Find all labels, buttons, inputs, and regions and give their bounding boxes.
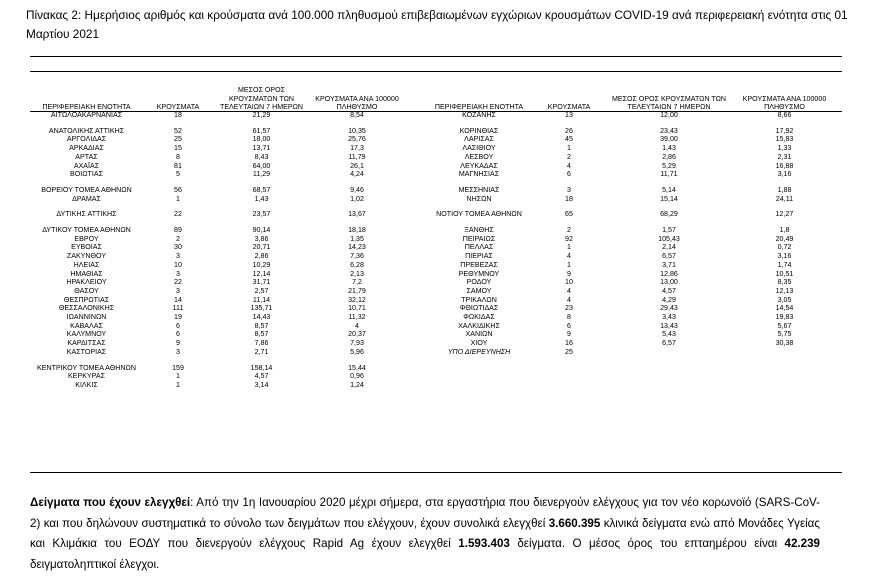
- right-region-cell: ΧΑΝΙΩΝ: [465, 330, 493, 339]
- left-cases-cell: 52: [174, 126, 182, 135]
- right-per100k-cell: 2,31: [777, 152, 792, 161]
- right-cases-cell: 3: [567, 185, 571, 194]
- left-cases-cell: 3: [176, 286, 180, 295]
- left-region-cell: ΑΧΑΪΑΣ: [73, 161, 100, 170]
- right-avg7-cell: 3,71: [662, 260, 676, 269]
- right-cases-cell: 25: [565, 347, 573, 356]
- left-per100k-cell: 7,93: [350, 339, 364, 348]
- right-per100k-cell: 10,51: [775, 269, 794, 278]
- left-region-cell: ΚΑΒΑΛΑΣ: [70, 321, 103, 330]
- left-region-cell: ΒΟΙΩΤΙΑΣ: [70, 170, 103, 179]
- table-row: [30, 135, 835, 144]
- left-per100k-cell: 11,79: [348, 152, 366, 161]
- right-cases-cell: 6: [567, 321, 571, 330]
- left-region-cell: ΑΡΤΑΣ: [75, 152, 98, 161]
- right-region-cell: ΤΡΙΚΑΛΩΝ: [461, 295, 497, 304]
- header-bottom-rule: [30, 111, 842, 112]
- right-per100k-cell: 1,33: [777, 144, 792, 153]
- right-per100k-cell: 19,83: [775, 313, 794, 322]
- left-avg7-cell: 11,29: [252, 170, 271, 179]
- left-per100k-cell: 8,54: [350, 111, 364, 119]
- table-row: [30, 111, 835, 120]
- left-region-cell: ΚΙΛΚΙΣ: [75, 380, 98, 389]
- table-row: [30, 278, 835, 287]
- right-cases-cell: 4: [567, 295, 571, 304]
- left-cases-cell: 3: [176, 347, 180, 356]
- left-per100k-cell: 1,24: [350, 380, 364, 389]
- left-per100k-cell: 18,18: [348, 226, 366, 235]
- right-per100k-cell: 5,75: [777, 330, 792, 339]
- right-region-cell: ΠΕΛΛΑΣ: [464, 243, 494, 252]
- samples-tested-label: Δείγματα που έχουν ελεγχθεί: [30, 496, 191, 509]
- left-avg7-cell: 8,57: [254, 330, 269, 339]
- left-avg7-cell: 90,14: [252, 226, 271, 235]
- right-avg7-cell: 68,29: [660, 210, 678, 219]
- left-avg7-cell: 3,86: [254, 234, 269, 243]
- left-region-cell: ΑΡΚΑΔΙΑΣ: [69, 144, 104, 153]
- right-per100k-cell: 24,11: [775, 194, 794, 203]
- top-rule: [30, 56, 842, 57]
- right-avg7-cell: 1,43: [662, 144, 676, 153]
- left-avg7-cell: 135,71: [250, 304, 273, 313]
- right-region-cell: [424, 372, 534, 381]
- right-per100k-cell: 14,54: [775, 304, 794, 313]
- right-avg7-cell: [604, 364, 734, 373]
- table-body: [30, 111, 835, 390]
- left-avg7-cell: 10,29: [252, 260, 271, 269]
- table-row: [30, 226, 835, 235]
- left-per100k-cell: 25,76: [348, 135, 366, 144]
- right-per100k-cell: 30,38: [775, 339, 794, 348]
- right-region-cell: ΠΕΙΡΑΙΩΣ: [462, 234, 496, 243]
- left-per100k-cell: 21,79: [348, 286, 366, 295]
- left-region-cell: ΚΑΣΤΟΡΙΑΣ: [66, 347, 107, 356]
- right-cases-cell: 4: [567, 161, 571, 170]
- left-per100k-cell: 7,36: [350, 252, 364, 261]
- right-cases-cell: 2: [567, 226, 571, 235]
- left-cases-cell: 14: [174, 295, 182, 304]
- right-region-cell: ΛΑΡΙΣΑΣ: [464, 135, 494, 144]
- table-row: [30, 372, 835, 381]
- table-row: [30, 287, 835, 296]
- right-per100k-cell: [734, 364, 835, 373]
- left-cases-cell: 22: [174, 278, 182, 287]
- right-region-cell: ΝΗΣΩΝ: [466, 194, 492, 203]
- table-row: [30, 304, 835, 313]
- right-region-cell: ΚΟΡΙΝΘΙΑΣ: [459, 126, 499, 135]
- right-cases-cell: 1: [567, 243, 571, 252]
- table-row: [30, 252, 835, 261]
- right-avg7-cell: 12,86: [660, 269, 678, 278]
- left-region-cell: ΑΡΓΟΛΙΔΑΣ: [66, 135, 107, 144]
- left-cases-cell: 159: [172, 363, 184, 372]
- left-region-cell: ΔΥΤΙΚΗΣ ΑΤΤΙΚΗΣ: [56, 210, 117, 219]
- right-cases-cell: 26: [565, 126, 573, 135]
- table-row: [30, 144, 835, 153]
- left-avg7-cell: 1,43: [254, 194, 269, 203]
- right-cases-cell: 1: [567, 260, 571, 269]
- left-region-cell: ΙΩΑΝΝΙΝΩΝ: [66, 313, 107, 322]
- header-cases-right: ΚΡΟΥΣΜΑΤΑ: [547, 102, 591, 111]
- right-avg7-cell: 105,43: [658, 234, 680, 243]
- table-row: [30, 243, 835, 252]
- right-per100k-cell: 1,74: [777, 260, 792, 269]
- left-per100k-cell: 1,35: [350, 234, 364, 243]
- right-cases-cell: 1: [567, 144, 571, 153]
- note-text-1: : Από την 1η Ιανουαρίου 2020 μέχρι σήμερα, στα εργαστήρια που διενεργούν ελέγχους για τον νέο κορωνοϊό (SARS-CoV-2) και που δηλώνουν συστηματικά το σύνολο των δειγμάτων που ελέγχουν, έχουν συνολικά ελεγχθεί: [30, 496, 820, 530]
- right-avg7-cell: 6,57: [662, 339, 676, 348]
- spacer-row: [30, 203, 835, 210]
- left-avg7-cell: 7,86: [254, 339, 269, 348]
- left-region-cell: ΘΕΣΣΑΛΟΝΙΚΗΣ: [58, 304, 115, 313]
- spacer-row: [30, 179, 835, 186]
- right-avg7-cell: [604, 348, 734, 357]
- left-avg7-cell: 3,14: [254, 380, 269, 389]
- left-region-cell: ΗΛΕΙΑΣ: [73, 260, 100, 269]
- right-cases-cell: 23: [565, 304, 573, 313]
- left-region-cell: ΕΒΡΟΥ: [74, 234, 99, 243]
- left-cases-cell: 56: [174, 185, 182, 194]
- left-avg7-cell: 14,43: [252, 313, 271, 322]
- left-avg7-cell: 31,71: [252, 278, 271, 287]
- left-avg7-cell: 8,43: [254, 152, 269, 161]
- right-avg7-cell: 5,43: [662, 330, 676, 339]
- right-region-cell: ΛΕΣΒΟΥ: [464, 152, 494, 161]
- left-per100k-cell: 10,71: [348, 304, 366, 313]
- header-top-rule: [30, 71, 842, 72]
- left-avg7-cell: 4,57: [254, 372, 269, 381]
- right-cases-cell: 65: [565, 210, 573, 219]
- left-region-cell: ΘΑΣΟΥ: [74, 286, 99, 295]
- left-region-cell: ΖΑΚΥΝΘΟΥ: [66, 252, 107, 261]
- right-avg7-cell: 11,71: [660, 170, 678, 179]
- spacer-row: [30, 357, 835, 364]
- right-region-cell: ΜΑΓΝΗΣΙΑΣ: [458, 170, 500, 179]
- right-avg7-cell: [604, 372, 734, 381]
- left-region-cell: ΔΡΑΜΑΣ: [72, 194, 101, 203]
- table-row: [30, 261, 835, 270]
- left-region-cell: ΗΜΑΘΙΑΣ: [70, 269, 103, 278]
- left-avg7-cell: 13,71: [252, 144, 271, 153]
- left-per100k-cell: 6,28: [350, 260, 364, 269]
- left-cases-cell: 19: [174, 313, 182, 322]
- right-region-cell: ΧΙΟΥ: [470, 339, 488, 348]
- header-row: [30, 78, 835, 111]
- left-cases-cell: 8: [176, 152, 180, 161]
- right-region-cell: ΡΟΔΟΥ: [466, 278, 492, 287]
- left-per100k-cell: 15,44: [348, 363, 366, 372]
- table-row: [30, 313, 835, 322]
- right-avg7-cell: 2,86: [662, 152, 676, 161]
- right-cases-cell: 9: [567, 330, 571, 339]
- right-avg7-cell: [604, 381, 734, 390]
- left-region-cell: ΚΕΝΤΡΙΚΟΥ ΤΟΜΕΑ ΑΘΗΝΩΝ: [37, 363, 136, 372]
- right-cases-cell: 45: [565, 135, 573, 144]
- note-text-4: δειγματοληπτικοί έλεγχοι.: [30, 557, 160, 571]
- left-cases-cell: 10: [174, 260, 182, 269]
- table-row: [30, 170, 835, 179]
- left-region-cell: ΚΑΡΔΙΤΣΑΣ: [67, 339, 106, 348]
- right-per100k-cell: 12,27: [775, 210, 794, 219]
- left-cases-cell: 5: [176, 170, 180, 179]
- left-avg7-cell: 12,14: [252, 269, 271, 278]
- left-cases-cell: 89: [174, 226, 182, 235]
- right-per100k-cell: 8,66: [777, 111, 792, 119]
- left-avg7-cell: 2,57: [254, 286, 269, 295]
- right-region-cell: ΥΠΟ ΔΙΕΡΕΥΝΗΣΗ: [447, 347, 511, 356]
- right-cases-cell: 16: [565, 339, 573, 348]
- right-cases-cell: 6: [567, 170, 571, 179]
- header-region-left: ΠΕΡΙΦΕΡΕΙΑΚΗ ΕΝΟΤΗΤΑ: [42, 102, 131, 111]
- right-cases-cell: 4: [567, 286, 571, 295]
- left-cases-cell: 25: [174, 135, 182, 144]
- right-region-cell: [424, 381, 534, 390]
- spacer-row: [30, 120, 835, 127]
- left-cases-cell: 3: [176, 269, 180, 278]
- right-avg7-cell: 13,00: [660, 278, 678, 287]
- right-region-cell: ΞΑΝΘΗΣ: [464, 226, 494, 235]
- right-avg7-cell: 15,14: [660, 194, 678, 203]
- right-avg7-cell: 23,43: [660, 126, 678, 135]
- rapid-samples: 1.593.403: [458, 537, 510, 551]
- right-avg7-cell: 4,29: [662, 295, 676, 304]
- header-cases-left: ΚΡΟΥΣΜΑΤΑ: [156, 102, 200, 111]
- left-per100k-cell: 4,24: [350, 170, 364, 179]
- left-region-cell: ΑΝΑΤΟΛΙΚΗΣ ΑΤΤΙΚΗΣ: [48, 126, 125, 135]
- left-cases-cell: 6: [176, 330, 180, 339]
- right-per100k-cell: 3,16: [777, 252, 792, 261]
- left-avg7-cell: 18,00: [252, 135, 271, 144]
- left-cases-cell: 111: [172, 304, 184, 313]
- table-row: [30, 364, 835, 373]
- table-row: [30, 270, 835, 279]
- header-per100k-right: ΚΡΟΥΣΜΑΤΑ ΑΝΑ 100000 ΠΛΗΘΥΣΜΟ: [742, 94, 827, 111]
- weekly-average: 42.239: [784, 537, 820, 551]
- right-per100k-cell: 5,67: [777, 321, 792, 330]
- right-per100k-cell: 3,05: [777, 295, 792, 304]
- right-per100k-cell: 16,88: [775, 161, 794, 170]
- table-row: [30, 186, 835, 195]
- left-cases-cell: 1: [176, 194, 180, 203]
- right-per100k-cell: [734, 348, 835, 357]
- left-avg7-cell: 20,71: [252, 243, 271, 252]
- table-row: [30, 162, 835, 171]
- right-cases-cell: [534, 381, 604, 390]
- left-per100k-cell: 32,12: [348, 295, 366, 304]
- spacer-row: [30, 219, 835, 226]
- table-row: [30, 330, 835, 339]
- left-region-cell: ΒΟΡΕΙΟΥ ΤΟΜΕΑ ΑΘΗΝΩΝ: [41, 185, 132, 194]
- table-row: [30, 296, 835, 305]
- left-cases-cell: 2: [176, 234, 180, 243]
- left-per100k-cell: 11,32: [348, 313, 366, 322]
- right-region-cell: ΡΕΘΥΜΝΟΥ: [458, 269, 500, 278]
- left-avg7-cell: 21,29: [252, 111, 271, 119]
- left-avg7-cell: 61,57: [252, 126, 271, 135]
- right-cases-cell: 8: [567, 313, 571, 322]
- left-per100k-cell: 1,02: [350, 194, 364, 203]
- right-per100k-cell: 8,35: [777, 278, 792, 287]
- right-avg7-cell: 2,14: [662, 243, 676, 252]
- right-per100k-cell: 1,8: [779, 226, 790, 235]
- left-cases-cell: 22: [174, 210, 182, 219]
- right-cases-cell: 92: [565, 234, 573, 243]
- right-region-cell: [424, 364, 534, 373]
- right-region-cell: ΠΡΕΒΕΖΑΣ: [460, 260, 498, 269]
- left-per100k-cell: 10,35: [348, 126, 366, 135]
- left-avg7-cell: 2,71: [254, 347, 269, 356]
- left-region-cell: ΗΡΑΚΛΕΙΟΥ: [66, 278, 107, 287]
- right-region-cell: ΦΩΚΙΔΑΣ: [463, 313, 495, 322]
- right-cases-cell: 10: [565, 278, 573, 287]
- right-avg7-cell: 5,29: [662, 161, 676, 170]
- right-avg7-cell: 3,43: [662, 313, 676, 322]
- header-per100k-left: ΚΡΟΥΣΜΑΤΑ ΑΝΑ 100000 ΠΛΗΘΥΣΜΟ: [315, 94, 399, 111]
- left-per100k-cell: 4: [355, 321, 359, 330]
- right-avg7-cell: 5,14: [662, 185, 676, 194]
- right-per100k-cell: [734, 372, 835, 381]
- left-region-cell: ΔΥΤΙΚΟΥ ΤΟΜΕΑ ΑΘΗΝΩΝ: [42, 226, 131, 235]
- right-per100k-cell: 0,72: [777, 243, 792, 252]
- left-per100k-cell: 17,3: [350, 144, 364, 153]
- right-region-cell: ΛΑΣΙΘΙΟΥ: [462, 144, 496, 153]
- right-per100k-cell: 17,92: [775, 126, 794, 135]
- regional-cases-table: [30, 78, 835, 390]
- left-region-cell: ΚΑΛΥΜΝΟΥ: [66, 330, 107, 339]
- left-cases-cell: 9: [176, 339, 180, 348]
- right-per100k-cell: 3,16: [777, 170, 792, 179]
- right-region-cell: ΚΟΖΑΝΗΣ: [462, 111, 496, 119]
- left-cases-cell: 1: [176, 380, 180, 389]
- total-samples: 3.660.395: [548, 516, 601, 530]
- right-cases-cell: [534, 372, 604, 381]
- table-row: [30, 339, 835, 348]
- right-cases-cell: 2: [567, 152, 571, 161]
- right-avg7-cell: 1,57: [662, 226, 676, 235]
- left-cases-cell: 3: [176, 252, 180, 261]
- right-avg7-cell: 13,43: [660, 321, 678, 330]
- table-row: [30, 210, 835, 219]
- right-cases-cell: 13: [565, 111, 573, 119]
- left-per100k-cell: 7,2: [352, 278, 362, 287]
- table-row: [30, 195, 835, 204]
- right-cases-cell: [534, 364, 604, 373]
- table-row: [30, 381, 835, 390]
- note-text-2: κλινικά δείγματα ενώ από Μονάδες Υγείας και Κλιμάκια του ΕΟΔΥ που διενεργούν ελέγχους Rapid Ag έχουν ελεγχθεί: [30, 516, 820, 551]
- left-cases-cell: 6: [176, 321, 180, 330]
- header-region-right: ΠΕΡΙΦΕΡΕΙΑΚΗ ΕΝΟΤΗΤΑ: [434, 102, 524, 111]
- left-avg7-cell: 8,57: [254, 321, 269, 330]
- left-per100k-cell: 2,13: [350, 269, 364, 278]
- right-per100k-cell: 15,83: [775, 135, 794, 144]
- left-per100k-cell: 14,23: [348, 243, 366, 252]
- note-text-3: δείγματα. Ο μέσος όρος του επταημέρου είναι: [509, 537, 785, 551]
- right-cases-cell: 18: [565, 194, 573, 203]
- left-region-cell: ΘΕΣΠΡΩΤΙΑΣ: [63, 295, 110, 304]
- header-avg7-right: ΜΕΣΟΣ ΟΡΟΣ ΚΡΟΥΣΜΑΤΩΝ ΤΩΝ ΤΕΛΕΥΤΑΙΩΝ 7 ΗΜΕΡΩΝ: [611, 94, 727, 111]
- right-per100k-cell: 12,13: [775, 286, 794, 295]
- right-avg7-cell: 29,43: [660, 304, 678, 313]
- left-avg7-cell: 11,14: [252, 295, 271, 304]
- table-row: [30, 348, 835, 357]
- right-per100k-cell: 20,49: [775, 234, 794, 243]
- left-avg7-cell: 158,14: [250, 363, 273, 372]
- left-per100k-cell: 5,96: [350, 347, 364, 356]
- left-cases-cell: 30: [174, 243, 182, 252]
- right-region-cell: ΛΕΥΚΑΔΑΣ: [460, 161, 498, 170]
- left-avg7-cell: 2,86: [254, 252, 269, 261]
- left-region-cell: ΕΥΒΟΙΑΣ: [71, 243, 102, 252]
- right-avg7-cell: 39,00: [660, 135, 678, 144]
- right-cases-cell: 4: [567, 252, 571, 261]
- right-region-cell: ΝΟΤΙΟΥ ΤΟΜΕΑ ΑΘΗΝΩΝ: [436, 210, 522, 219]
- table-caption: Πίνακας 2: Ημερήσιος αριθμός και κρούσματα ανά 100.000 πληθυσμού επιβεβαιωμένων εγχώριων κρουσμάτων COVID-19 ανά περιφερειακή ενότητα στις 01 Μαρτίου 2021: [26, 8, 848, 41]
- left-region-cell: ΑΙΤΩΛΟΑΚΑΡΝΑΝΙΑΣ: [50, 111, 123, 119]
- left-per100k-cell: 20,37: [348, 330, 366, 339]
- right-cases-cell: 9: [567, 269, 571, 278]
- left-per100k-cell: 26,1: [350, 161, 364, 170]
- table-row: [30, 127, 835, 136]
- right-avg7-cell: 6,57: [662, 252, 676, 261]
- left-per100k-cell: 9,46: [350, 185, 364, 194]
- right-region-cell: ΦΘΙΩΤΙΔΑΣ: [459, 304, 499, 313]
- left-cases-cell: 15: [174, 144, 182, 153]
- left-cases-cell: 1: [176, 372, 180, 381]
- table-row: [30, 153, 835, 162]
- right-region-cell: ΜΕΣΣΗΝΙΑΣ: [458, 185, 500, 194]
- left-avg7-cell: 23,57: [252, 210, 271, 219]
- right-region-cell: ΣΑΜΟΥ: [466, 286, 492, 295]
- left-cases-cell: 18: [174, 111, 182, 119]
- table-row: [30, 322, 835, 331]
- left-per100k-cell: 0,96: [350, 372, 364, 381]
- left-region-cell: ΚΕΡΚΥΡΑΣ: [68, 372, 105, 381]
- samples-tested-note: [30, 493, 820, 575]
- right-avg7-cell: 4,57: [662, 286, 676, 295]
- table-bottom-rule: [30, 472, 842, 473]
- right-per100k-cell: 1,88: [777, 185, 792, 194]
- left-per100k-cell: 13,67: [348, 210, 366, 219]
- header-avg7-left: ΜΕΣΟΣ ΟΡΟΣ ΚΡΟΥΣΜΑΤΩΝ ΤΩΝ ΤΕΛΕΥΤΑΙΩΝ 7 ΗΜΕΡΩΝ: [219, 86, 303, 111]
- left-avg7-cell: 68,57: [252, 185, 271, 194]
- right-region-cell: ΠΙΕΡΙΑΣ: [465, 252, 493, 261]
- right-per100k-cell: [734, 381, 835, 390]
- table-row: [30, 235, 835, 244]
- right-region-cell: ΧΑΛΚΙΔΙΚΗΣ: [458, 321, 500, 330]
- left-avg7-cell: 64,00: [252, 161, 271, 170]
- right-avg7-cell: 12,00: [660, 111, 678, 119]
- left-cases-cell: 81: [174, 161, 182, 170]
